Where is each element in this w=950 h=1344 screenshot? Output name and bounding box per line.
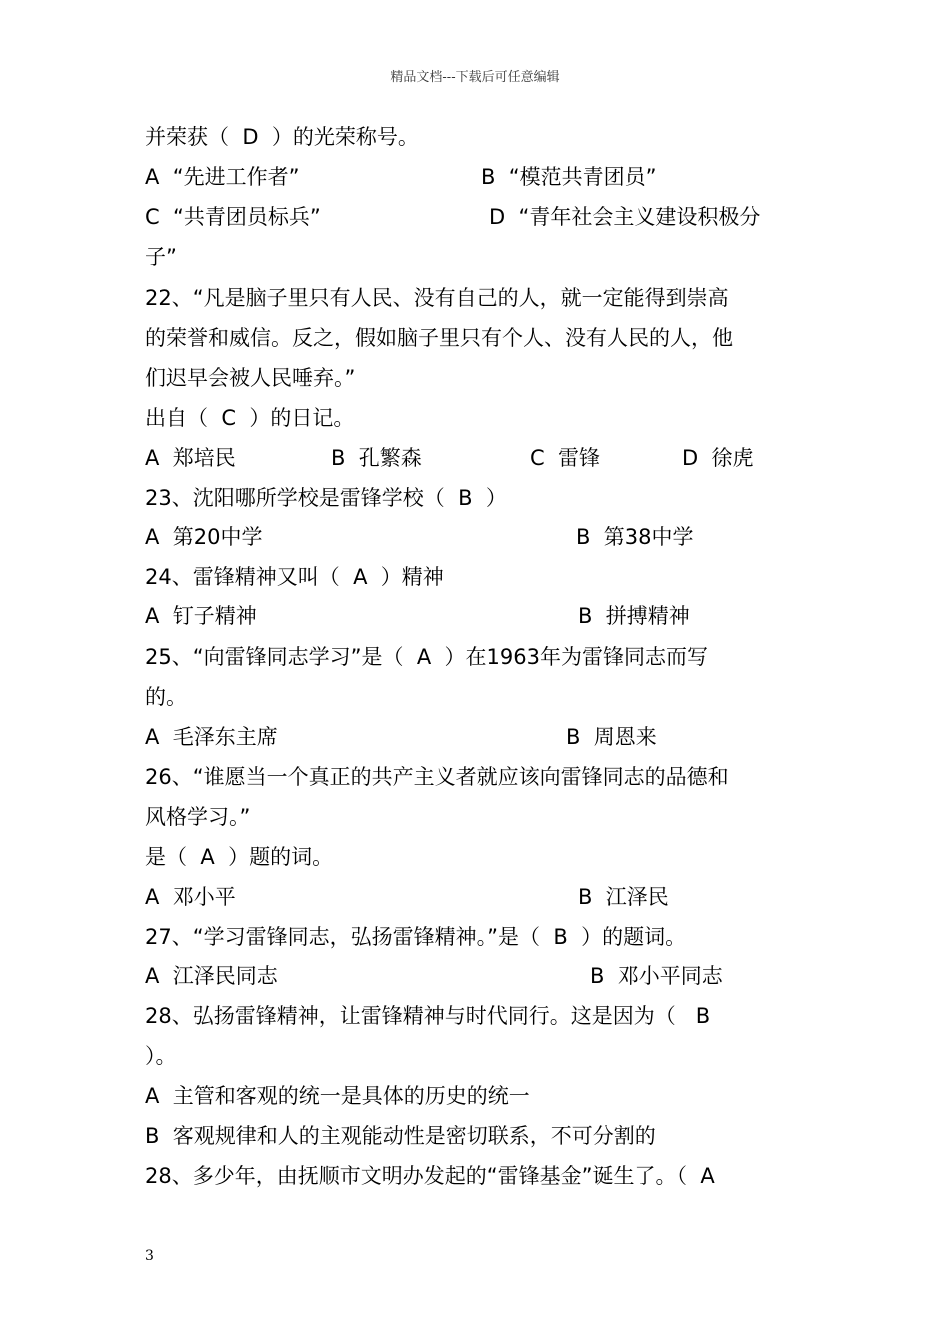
question-28-text-line-2: ）。 [145,1044,177,1068]
question-25-text-line-1: 25、“向雷锋同志学习”是（ A ）在1963年为雷锋同志而写 [145,645,708,669]
question-25-text-line-2: 的。 [145,685,187,709]
question-25-option-a: A 毛泽东主席 [145,725,278,749]
question-24-option-b: B 拼搏精神 [578,604,690,628]
question-23-option-b: B 第38中学 [576,525,694,549]
question-28-option-b: B 客观规律和人的主观能动性是密切联系，不可分割的 [145,1124,656,1148]
question-25-option-b: B 周恩来 [566,725,657,749]
question-23-option-a: A 第20中学 [145,525,263,549]
question-26-text-line-3: 是（ A ）题的词。 [145,845,334,869]
page-number: 3 [145,1248,154,1264]
question-28-text-line-1: 28、弘扬雷锋精神，让雷锋精神与时代同行。这是因为（ B [145,1004,711,1028]
question-21-option-a: A “先进工作者” [145,165,300,189]
question-24-option-a: A 钉子精神 [145,604,257,628]
question-22-text-line-4: 出自（ C ）的日记。 [145,406,355,430]
question-27-option-b: B 邓小平同志 [590,964,723,988]
question-22-text-line-2: 的荣誉和威信。反之，假如脑子里只有个人、没有人民的人，他 [145,326,733,350]
question-21-option-c: C “共青团员标兵” [145,205,321,229]
question-21-option-d-continuation: 子” [145,245,177,269]
question-28b-text: 28、多少年，由抚顺市文明办发起的“雷锋基金”诞生了。（ A [145,1164,715,1188]
question-22-option-b: B 孔繁森 [331,446,422,470]
question-26-text-line-1: 26、“谁愿当一个真正的共产主义者就应该向雷锋同志的品德和 [145,765,729,789]
question-28-option-a: A 主管和客观的统一是具体的历史的统一 [145,1084,530,1108]
question-22-text-line-3: 们迟早会被人民唾弃。” [145,366,356,390]
question-26-text-line-2: 风格学习。” [145,805,251,829]
question-22-option-a: A 郑培民 [145,446,236,470]
question-26-option-a: A 邓小平 [145,885,236,909]
question-22-text-line-1: 22、“凡是脑子里只有人民、没有自己的人，就一定能得到崇高 [145,286,729,310]
question-21-continuation: 并荣获（ D ）的光荣称号。 [145,125,419,149]
question-21-option-b: B “模范共青团员” [481,165,657,189]
question-27-text: 27、“学习雷锋同志，弘扬雷锋精神。”是（ B ）的题词。 [145,925,687,949]
question-22-option-c: C 雷锋 [530,446,601,470]
question-24-text: 24、雷锋精神又叫（ A ）精神 [145,565,444,589]
page-header: 精品文档---下载后可任意编辑 [390,70,560,85]
question-26-option-b: B 江泽民 [578,885,669,909]
question-22-option-d: D 徐虎 [682,446,754,470]
question-27-option-a: A 江泽民同志 [145,964,278,988]
question-21-option-d: D “青年社会主义建设积极分 [489,205,761,229]
question-23-text: 23、沈阳哪所学校是雷锋学校（ B ） [145,486,507,510]
